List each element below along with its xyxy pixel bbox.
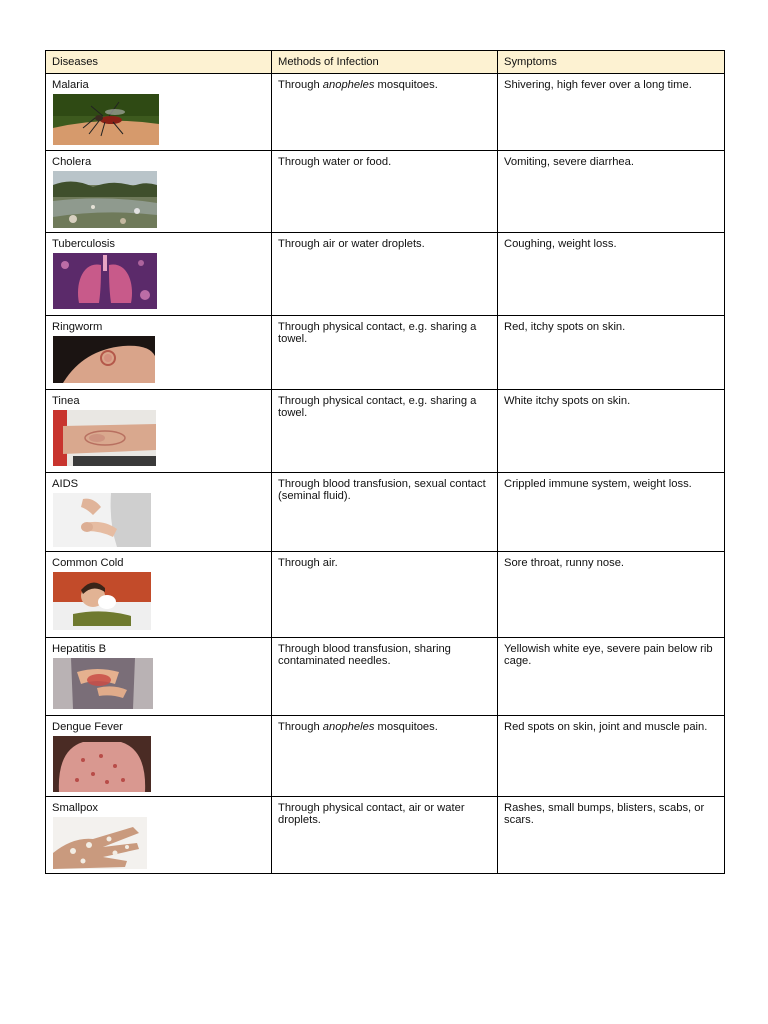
method-cell xyxy=(272,316,498,390)
symptoms-cell: Rashes, small bumps, blisters, scabs, or scars. xyxy=(498,797,725,874)
symptoms-cell: Shivering, high fever over a long time. xyxy=(498,74,725,151)
disease-name: Dengue Fever xyxy=(52,721,123,733)
method-text: Through physical contact, air or water droplets. xyxy=(278,802,465,826)
symptoms-cell: Yellowish white eye, severe pain below rib cage. xyxy=(498,638,725,716)
mosquito-photo xyxy=(53,94,265,145)
disease-name: Common Cold xyxy=(52,557,124,569)
method-cell xyxy=(272,716,498,797)
disease-name: Malaria xyxy=(52,79,89,91)
symptoms-cell: Vomiting, severe diarrhea. xyxy=(498,151,725,233)
table-row xyxy=(46,316,725,390)
person-holding-arm-photo xyxy=(53,493,265,547)
method-text: Through xyxy=(278,79,323,91)
symptoms-cell: Red spots on skin, joint and muscle pain. xyxy=(498,716,725,797)
disease-name: Smallpox xyxy=(52,802,99,814)
tinea-arm-photo xyxy=(53,410,265,466)
method-text: Through water or food. xyxy=(278,156,392,168)
table-row xyxy=(46,638,725,716)
disease-cell xyxy=(46,316,272,390)
method-cell xyxy=(272,390,498,473)
disease-cell xyxy=(46,151,272,233)
sick-person-in-bed-photo xyxy=(53,572,265,630)
method-species: anopheles xyxy=(322,79,375,91)
ringworm-arm-photo xyxy=(53,336,265,383)
method-cell xyxy=(272,797,498,874)
infected-lungs-illustration xyxy=(53,253,265,309)
symptoms-cell: Crippled immune system, weight loss. xyxy=(498,473,725,552)
table-row xyxy=(46,797,725,874)
method-text: Through physical contact, e.g. sharing a towel. xyxy=(278,395,477,419)
method-text: Through blood transfusion, sharing contaminated needles. xyxy=(278,643,451,667)
symptoms-cell: Coughing, weight loss. xyxy=(498,233,725,316)
header-symptoms: Symptoms xyxy=(498,51,725,74)
disease-cell xyxy=(46,797,272,874)
diseases-table xyxy=(45,50,725,874)
table-row xyxy=(46,233,725,316)
table-row xyxy=(46,552,725,638)
polluted-river-photo xyxy=(53,171,265,228)
disease-cell xyxy=(46,74,272,151)
method-cell xyxy=(272,233,498,316)
disease-name: Tinea xyxy=(52,395,80,407)
disease-cell xyxy=(46,638,272,716)
disease-cell xyxy=(46,473,272,552)
smallpox-hand-photo xyxy=(53,817,265,869)
disease-name: Cholera xyxy=(52,156,92,168)
abdominal-pain-photo xyxy=(53,658,265,709)
header-diseases: Diseases xyxy=(46,51,272,74)
method-cell xyxy=(272,74,498,151)
disease-name: Tuberculosis xyxy=(52,238,116,250)
symptoms-cell: Red, itchy spots on skin. xyxy=(498,316,725,390)
table-row xyxy=(46,390,725,473)
method-cell xyxy=(272,552,498,638)
disease-name: Ringworm xyxy=(52,321,103,333)
header-row xyxy=(46,51,725,74)
table-row xyxy=(46,151,725,233)
method-text: Through xyxy=(278,721,323,733)
method-text: Through air or water droplets. xyxy=(278,238,425,250)
table-row xyxy=(46,473,725,552)
method-text: Through air. xyxy=(278,557,338,569)
table-row xyxy=(46,74,725,151)
method-text: Through blood transfusion, sexual contact (seminal fluid). xyxy=(278,478,486,502)
disease-cell xyxy=(46,716,272,797)
method-cell xyxy=(272,473,498,552)
disease-cell xyxy=(46,552,272,638)
table-row xyxy=(46,716,725,797)
disease-cell xyxy=(46,390,272,473)
method-text-end: mosquitoes. xyxy=(374,79,438,91)
method-cell xyxy=(272,151,498,233)
symptoms-cell: White itchy spots on skin. xyxy=(498,390,725,473)
symptoms-cell: Sore throat, runny nose. xyxy=(498,552,725,638)
method-species: anopheles xyxy=(322,721,375,733)
disease-name: Hepatitis B xyxy=(52,643,107,655)
method-text-end: mosquitoes. xyxy=(374,721,438,733)
method-cell xyxy=(272,638,498,716)
disease-cell xyxy=(46,233,272,316)
method-text: Through physical contact, e.g. sharing a towel. xyxy=(278,321,477,345)
rash-on-back-photo xyxy=(53,736,265,792)
header-methods-of-infection: Methods of Infection xyxy=(272,51,498,74)
disease-name: AIDS xyxy=(52,478,79,490)
